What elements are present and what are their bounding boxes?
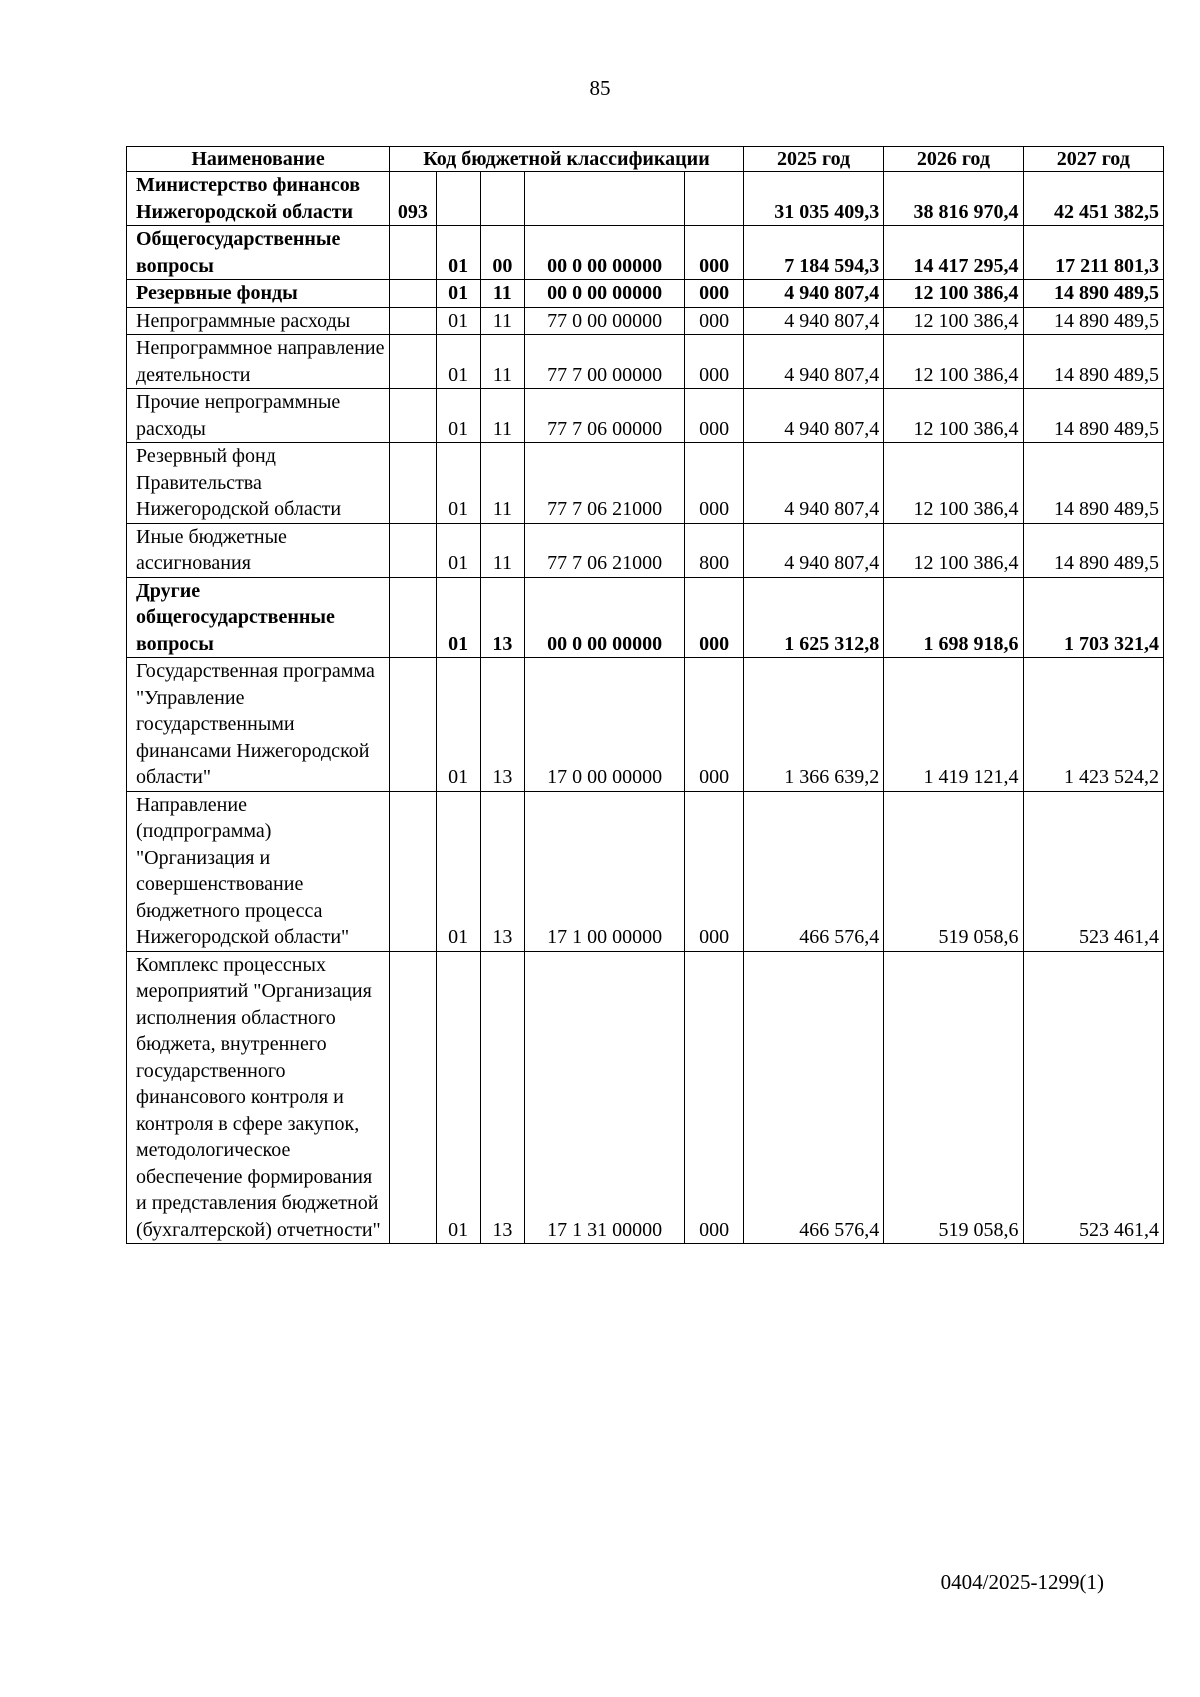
- code-target: 00 0 00 00000: [524, 577, 684, 658]
- code-ministry: [390, 791, 436, 951]
- code-ministry: [390, 658, 436, 792]
- code-expense-type: 000: [685, 791, 744, 951]
- table-row: [127, 951, 1164, 1244]
- code-section: 01: [436, 658, 480, 792]
- code-expense-type: 000: [685, 577, 744, 658]
- row-name: Комплекс процессных мероприятий "Организация исполнения областного бюджета, внутреннего государственного финансового контроля и контроля в сфере закупок, методологическое обеспечение формирования и представления бюджетной (бухгалтерской) отчетности": [127, 951, 390, 1244]
- row-name: Непрограммное направление деятельности: [127, 335, 390, 389]
- code-subsection: 11: [480, 443, 524, 524]
- code-subsection: 00: [480, 226, 524, 280]
- value-2026: 12 100 386,4: [884, 523, 1023, 577]
- code-target: 17 1 31 00000: [524, 951, 684, 1244]
- code-target: 77 7 06 21000: [524, 523, 684, 577]
- value-2026: 12 100 386,4: [884, 307, 1023, 335]
- table-row: [127, 226, 1164, 280]
- code-expense-type: 000: [685, 226, 744, 280]
- value-2025: 1 366 639,2: [743, 658, 883, 792]
- value-2025: 7 184 594,3: [743, 226, 883, 280]
- value-2027: 1 703 321,4: [1023, 577, 1163, 658]
- code-ministry: [390, 280, 436, 308]
- code-expense-type: 000: [685, 335, 744, 389]
- code-section: 01: [436, 226, 480, 280]
- code-subsection: 11: [480, 523, 524, 577]
- code-ministry: [390, 577, 436, 658]
- code-ministry: [390, 307, 436, 335]
- table-row: [127, 443, 1164, 524]
- table-row: [127, 335, 1164, 389]
- code-subsection: 13: [480, 577, 524, 658]
- table-row: [127, 523, 1164, 577]
- code-ministry: [390, 226, 436, 280]
- row-name: Резервные фонды: [127, 280, 390, 308]
- row-name: Направление (подпрограмма) "Организация и совершенствование бюджетного процесса Нижегородской области": [127, 791, 390, 951]
- table-row: [127, 577, 1164, 658]
- value-2025: 4 940 807,4: [743, 523, 883, 577]
- value-2026: 519 058,6: [884, 791, 1023, 951]
- code-subsection: 11: [480, 389, 524, 443]
- code-expense-type: 000: [685, 951, 744, 1244]
- code-subsection: 13: [480, 951, 524, 1244]
- value-2025: 466 576,4: [743, 791, 883, 951]
- code-section: 01: [436, 443, 480, 524]
- value-2027: 14 890 489,5: [1023, 280, 1163, 308]
- code-expense-type: 000: [685, 307, 744, 335]
- value-2027: 523 461,4: [1023, 951, 1163, 1244]
- header-2026: 2026 год: [884, 147, 1023, 172]
- code-expense-type: 000: [685, 658, 744, 792]
- code-target: 00 0 00 00000: [524, 280, 684, 308]
- code-ministry: [390, 523, 436, 577]
- value-2025: 4 940 807,4: [743, 443, 883, 524]
- code-section: [436, 172, 480, 226]
- code-section: 01: [436, 791, 480, 951]
- code-section: 01: [436, 307, 480, 335]
- code-ministry: 093: [390, 172, 436, 226]
- header-2027: 2027 год: [1023, 147, 1163, 172]
- row-name: Прочие непрограммные расходы: [127, 389, 390, 443]
- row-name: Государственная программа "Управление государственными финансами Нижегородской области": [127, 658, 390, 792]
- code-target: [524, 172, 684, 226]
- row-name: Иные бюджетные ассигнования: [127, 523, 390, 577]
- code-section: 01: [436, 523, 480, 577]
- code-subsection: 13: [480, 658, 524, 792]
- value-2026: 12 100 386,4: [884, 335, 1023, 389]
- header-2025: 2025 год: [743, 147, 883, 172]
- table-body: [127, 172, 1164, 1244]
- value-2026: 1 419 121,4: [884, 658, 1023, 792]
- code-subsection: 11: [480, 307, 524, 335]
- code-expense-type: 800: [685, 523, 744, 577]
- row-name: Другие общегосударственные вопросы: [127, 577, 390, 658]
- code-section: 01: [436, 389, 480, 443]
- value-2027: 1 423 524,2: [1023, 658, 1163, 792]
- value-2027: 523 461,4: [1023, 791, 1163, 951]
- code-ministry: [390, 335, 436, 389]
- code-subsection: 11: [480, 335, 524, 389]
- code-expense-type: 000: [685, 389, 744, 443]
- code-target: 77 7 00 00000: [524, 335, 684, 389]
- value-2025: 31 035 409,3: [743, 172, 883, 226]
- code-subsection: 13: [480, 791, 524, 951]
- table-header-row: [127, 147, 1164, 172]
- row-name: Непрограммные расходы: [127, 307, 390, 335]
- value-2025: 4 940 807,4: [743, 280, 883, 308]
- code-target: 00 0 00 00000: [524, 226, 684, 280]
- header-name: Наименование: [127, 147, 390, 172]
- table-row: [127, 172, 1164, 226]
- value-2027: 14 890 489,5: [1023, 443, 1163, 524]
- value-2026: 12 100 386,4: [884, 280, 1023, 308]
- value-2026: 12 100 386,4: [884, 443, 1023, 524]
- value-2026: 519 058,6: [884, 951, 1023, 1244]
- code-section: 01: [436, 951, 480, 1244]
- value-2027: 14 890 489,5: [1023, 335, 1163, 389]
- code-target: 77 0 00 00000: [524, 307, 684, 335]
- budget-table: [126, 146, 1164, 1244]
- value-2027: 14 890 489,5: [1023, 389, 1163, 443]
- table-row: [127, 658, 1164, 792]
- code-ministry: [390, 951, 436, 1244]
- page-number: 85: [589, 76, 611, 100]
- value-2027: 14 890 489,5: [1023, 307, 1163, 335]
- value-2026: 12 100 386,4: [884, 389, 1023, 443]
- value-2027: 17 211 801,3: [1023, 226, 1163, 280]
- table-row: [127, 791, 1164, 951]
- code-expense-type: [685, 172, 744, 226]
- header-code: Код бюджетной классификации: [390, 147, 744, 172]
- value-2025: 1 625 312,8: [743, 577, 883, 658]
- code-expense-type: 000: [685, 443, 744, 524]
- code-target: 77 7 06 00000: [524, 389, 684, 443]
- table-row: [127, 280, 1164, 308]
- value-2025: 4 940 807,4: [743, 335, 883, 389]
- row-name: Резервный фонд Правительства Нижегородской области: [127, 443, 390, 524]
- code-expense-type: 000: [685, 280, 744, 308]
- value-2025: 4 940 807,4: [743, 389, 883, 443]
- code-target: 17 1 00 00000: [524, 791, 684, 951]
- value-2025: 4 940 807,4: [743, 307, 883, 335]
- document-code: 0404/2025-1299(1): [940, 1570, 1104, 1594]
- code-ministry: [390, 389, 436, 443]
- value-2025: 466 576,4: [743, 951, 883, 1244]
- row-name: Министерство финансов Нижегородской области: [127, 172, 390, 226]
- code-subsection: [480, 172, 524, 226]
- row-name: Общегосударственные вопросы: [127, 226, 390, 280]
- table-row: [127, 307, 1164, 335]
- code-target: 77 7 06 21000: [524, 443, 684, 524]
- value-2026: 1 698 918,6: [884, 577, 1023, 658]
- value-2027: 14 890 489,5: [1023, 523, 1163, 577]
- code-section: 01: [436, 335, 480, 389]
- table-row: [127, 389, 1164, 443]
- code-section: 01: [436, 280, 480, 308]
- value-2026: 14 417 295,4: [884, 226, 1023, 280]
- code-ministry: [390, 443, 436, 524]
- code-target: 17 0 00 00000: [524, 658, 684, 792]
- code-section: 01: [436, 577, 480, 658]
- value-2026: 38 816 970,4: [884, 172, 1023, 226]
- code-subsection: 11: [480, 280, 524, 308]
- value-2027: 42 451 382,5: [1023, 172, 1163, 226]
